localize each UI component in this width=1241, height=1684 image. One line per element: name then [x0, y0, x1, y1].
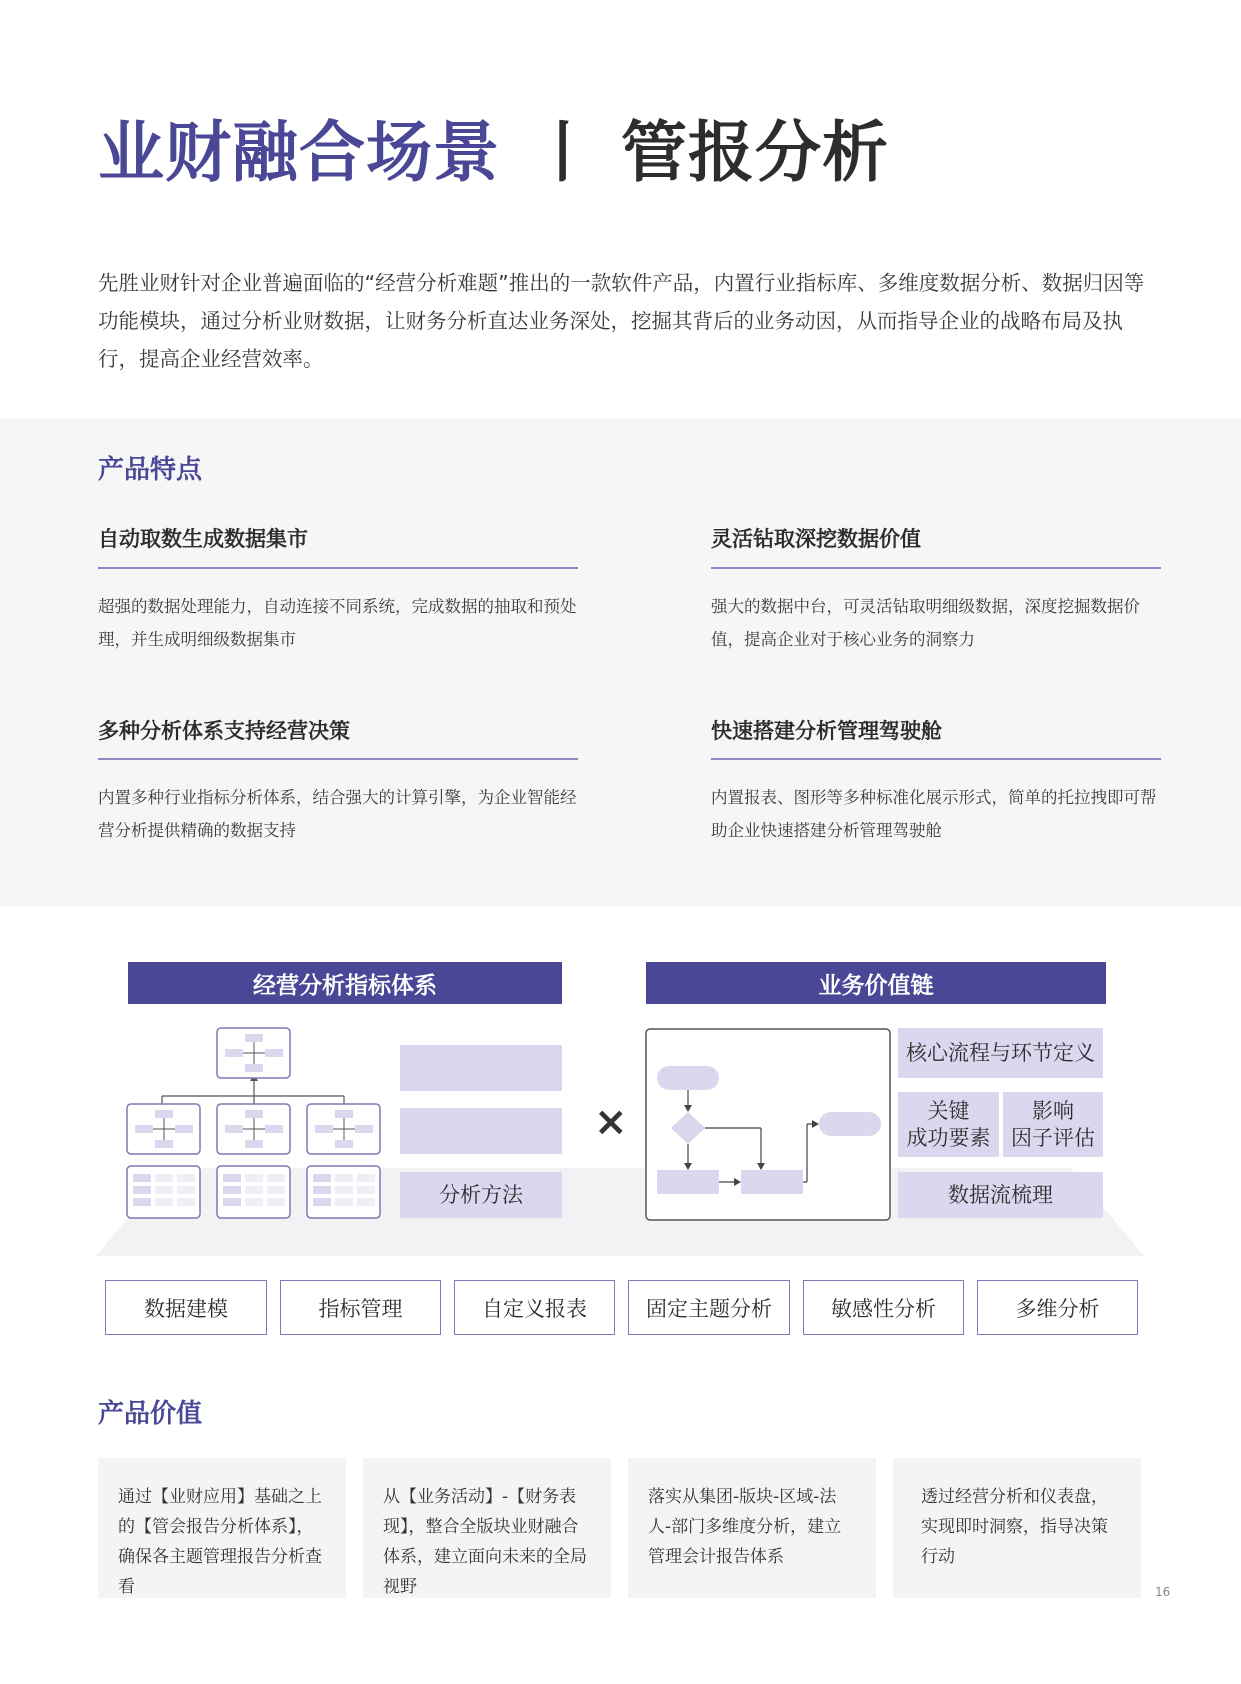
table-node: [217, 1166, 290, 1218]
multiply-icon: ×: [594, 1099, 628, 1145]
module-chip: 多维分析: [977, 1280, 1138, 1335]
feature-title: 灵活钻取深挖数据价值: [711, 527, 921, 551]
features-heading: 产品特点: [98, 455, 203, 485]
tree-node-child: [127, 1104, 200, 1154]
feature-description: 内置报表、图形等多种标准化展示形式，简单的托拉拽即可帮助企业快速搭建分析管理驾驶舱: [711, 788, 1157, 840]
value-card: 从【业务活动】-【财务表现】，整合全版块业财融合体系，建立面向未来的全局视野: [363, 1458, 611, 1598]
value-chain-banner: 业务价值链: [646, 962, 1106, 1004]
method-placeholder-block: [400, 1108, 562, 1154]
values-heading: 产品价值: [98, 1399, 203, 1429]
indicator-system-banner: 经营分析指标体系: [128, 962, 562, 1004]
method-placeholder-block: [400, 1045, 562, 1091]
page-number: 16: [1155, 1585, 1171, 1599]
value-card: 落实从集团-版块-区域-法人-部门多维度分析，建立管理会计报告体系: [628, 1458, 876, 1598]
tree-node-child: [217, 1104, 290, 1154]
feature-description: 超强的数据处理能力，自动连接不同系统，完成数据的抽取和预处理，并生成明细级数据集市: [98, 597, 577, 649]
data-flow-label: 数据流梳理: [898, 1172, 1103, 1218]
intro-paragraph: 先胜业财针对企业普遍面临的“经营分析难题”推出的一款软件产品，内置行业指标库、多维度数据分析、数据归因等功能模块，通过分析业财数据，让财务分析直达业务深处，挖掘其背后的业务动因，从而指导企业的战略布局及执行，提高企业经营效率。: [98, 271, 1145, 371]
title-accent: 业财融合场景: [98, 114, 500, 191]
analysis-method-label: 分析方法: [400, 1172, 562, 1218]
core-process-label: 核心流程与环节定义: [898, 1028, 1103, 1078]
feature-divider: [711, 758, 1161, 760]
feature-divider: [711, 567, 1161, 569]
feature-description: 强大的数据中台，可灵活钻取明细级数据，深度挖掘数据价值，提高企业对于核心业务的洞察力: [711, 597, 1140, 649]
module-chip: 敏感性分析: [803, 1280, 964, 1335]
key-success-factor-label: 关键 成功要素: [898, 1092, 999, 1157]
page-title: [98, 108, 889, 198]
value-card: 通过【业财应用】基础之上的【管会报告分析体系】，确保各主题管理报告分析查看: [98, 1458, 346, 1598]
feature-divider: [98, 567, 578, 569]
tree-node-child: [307, 1104, 380, 1154]
module-chip: 数据建模: [105, 1280, 267, 1335]
feature-title: 多种分析体系支持经营决策: [98, 719, 350, 743]
table-node: [127, 1166, 200, 1218]
feature-title: 快速搭建分析管理驾驶舱: [711, 719, 942, 743]
feature-divider: [98, 758, 578, 760]
table-node: [307, 1166, 380, 1218]
flowchart-diagram: [645, 1028, 891, 1221]
module-chip: 自定义报表: [454, 1280, 615, 1335]
feature-title: 自动取数生成数据集市: [98, 527, 308, 551]
module-chip: 指标管理: [280, 1280, 441, 1335]
value-card: 透过经营分析和仪表盘，实现即时洞察，指导决策行动: [893, 1458, 1141, 1598]
title-separator: 丨: [530, 114, 597, 191]
feature-description: 内置多种行业指标分析体系，结合强大的计算引擎，为企业智能经营分析提供精确的数据支持: [98, 788, 577, 840]
tree-node-root: [217, 1028, 290, 1078]
module-chip: 固定主题分析: [628, 1280, 790, 1335]
indicator-tree-diagram: [120, 1024, 390, 1224]
title-main: 管报分析: [621, 114, 889, 191]
influence-factor-label: 影响 因子评估: [1003, 1092, 1103, 1157]
